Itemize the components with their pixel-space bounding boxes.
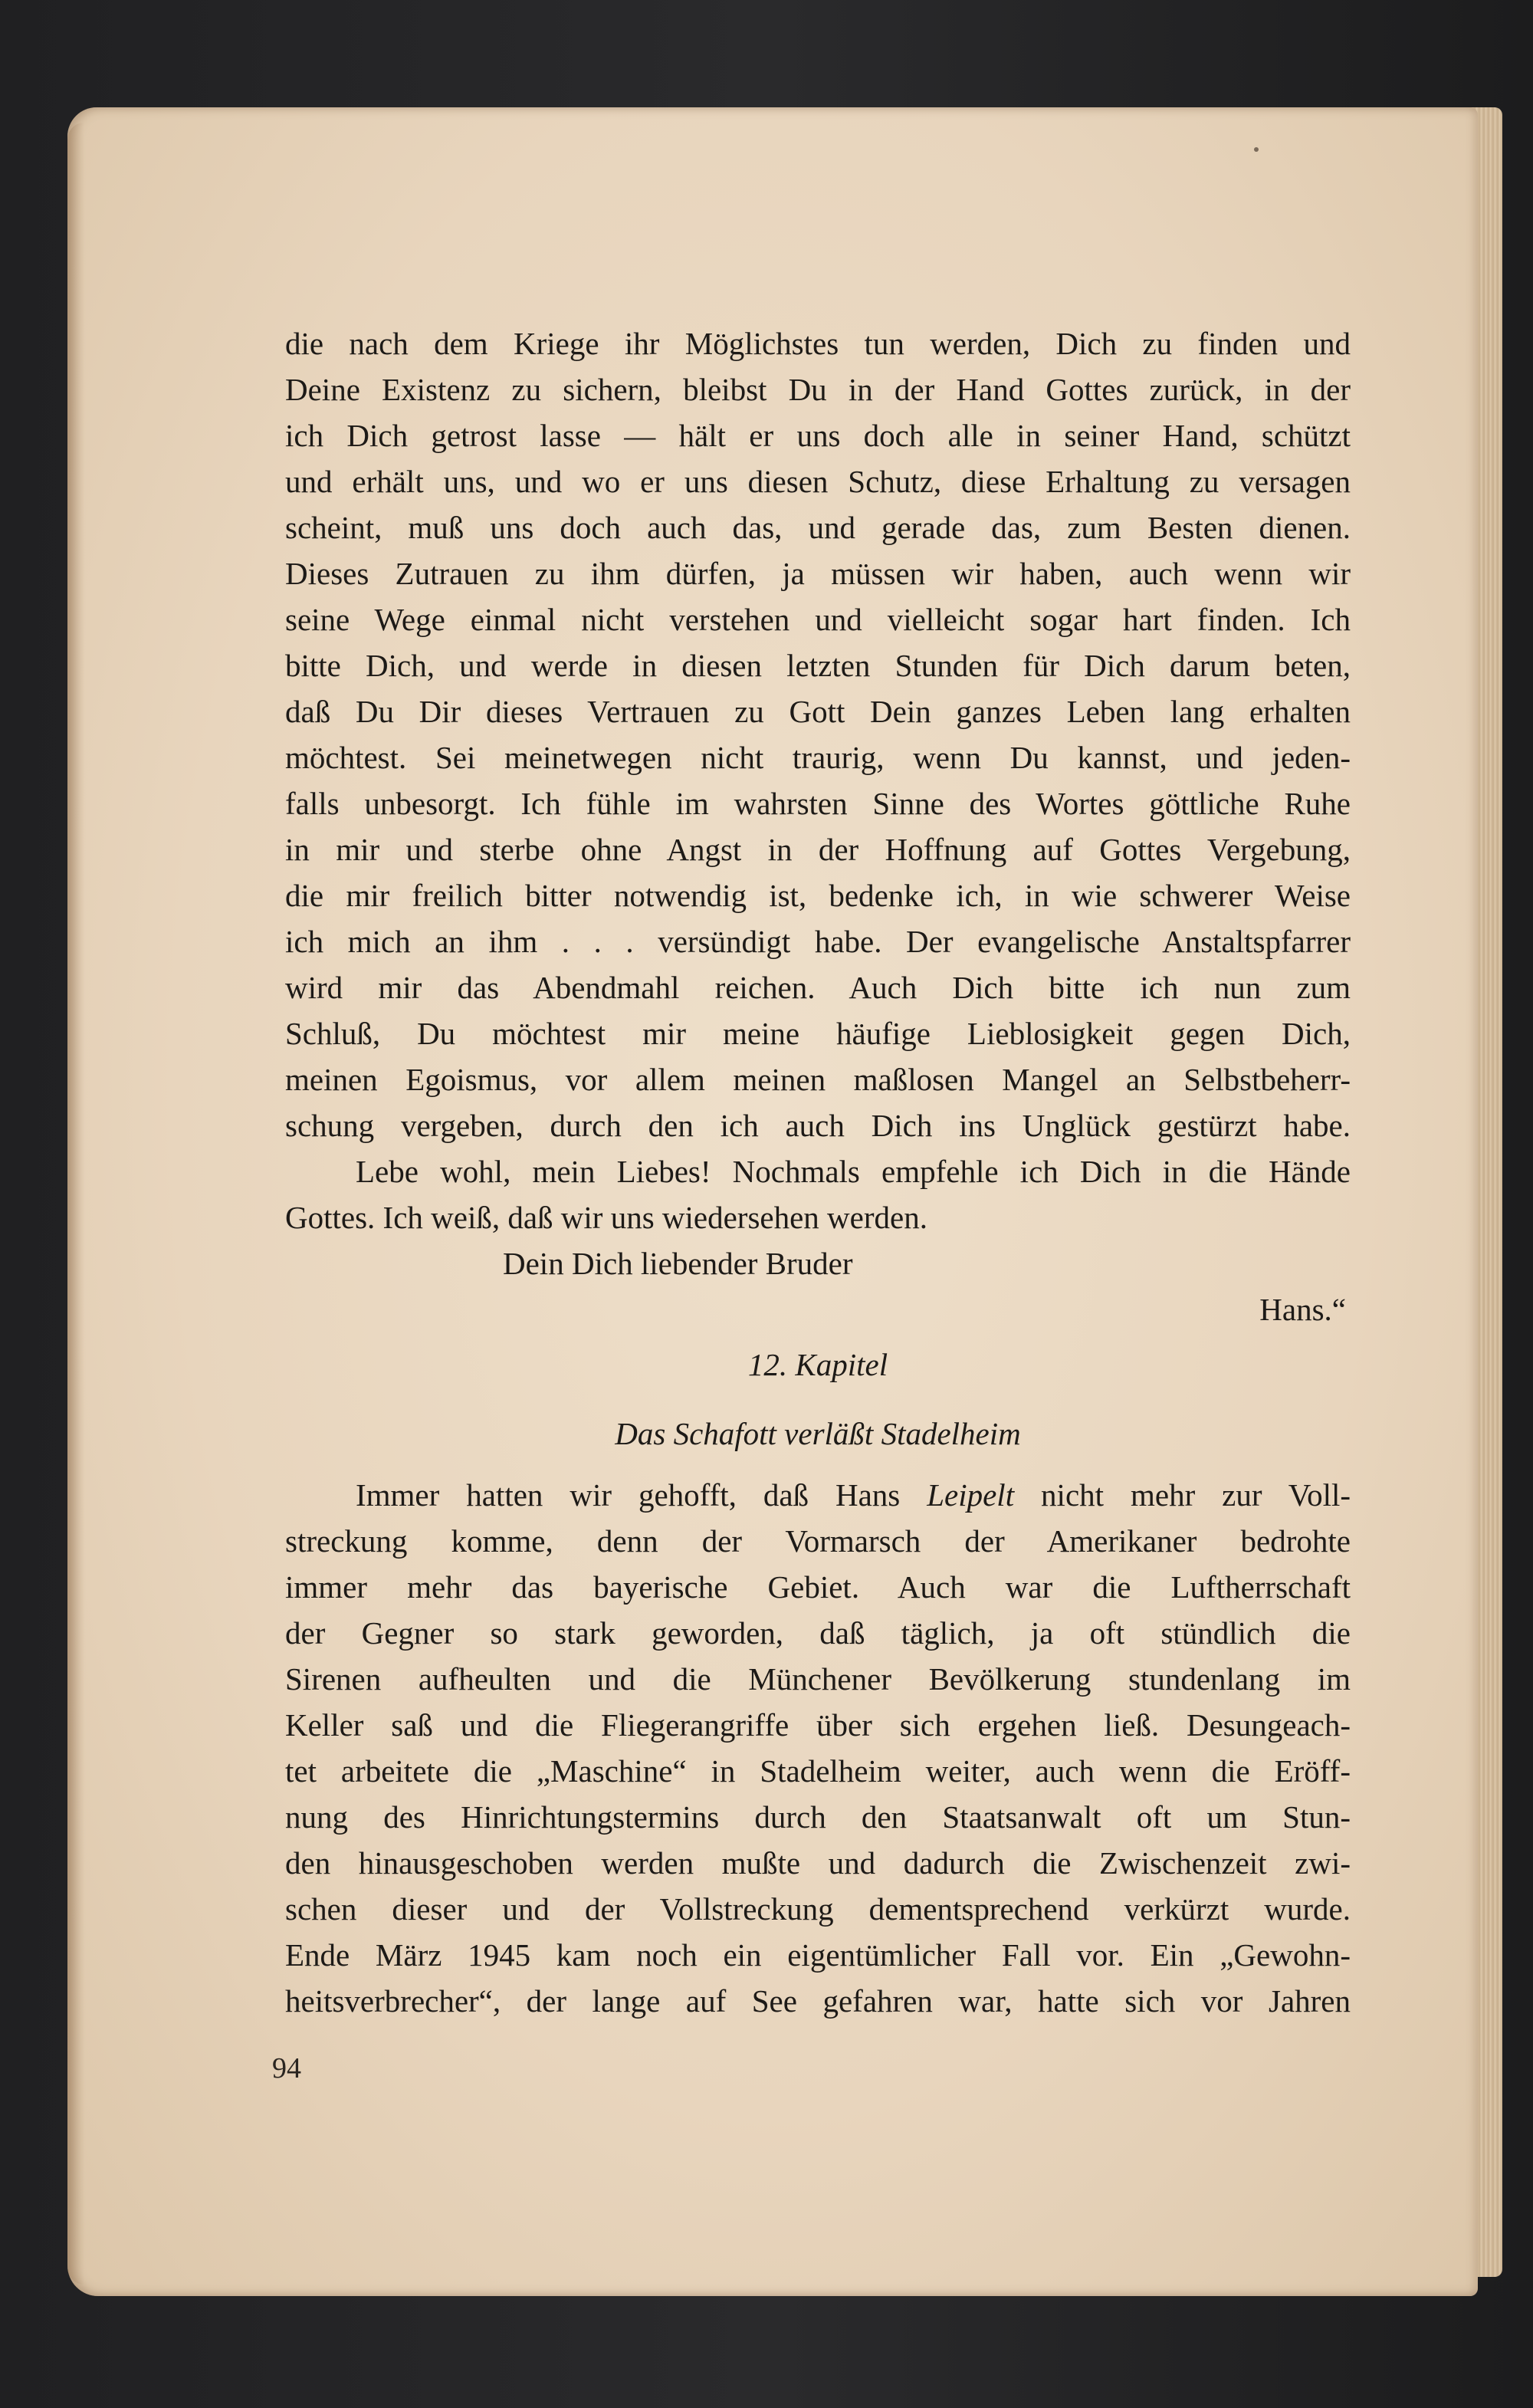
body-text [285,1472,1351,2024]
text-line: nung des Hinrichtungstermins durch den Staatsanwalt oft um Stun- [285,1799,1351,1835]
person-name: Leipelt [927,1477,1015,1513]
text-line: schung vergeben, durch den ich auch Dich ins Unglück gestürzt habe. [285,1108,1351,1143]
page-gutter-shadow [67,123,84,2285]
chapter-number: 12. Kapitel [747,1347,888,1382]
text-line: der Gegner so stark geworden, daß täglich, ja oft stündlich die [285,1615,1351,1651]
chapter-heading [285,1338,1351,1460]
page-number: 94 [272,2052,301,2084]
text-line: streckung komme, denn der Vormarsch der Amerikaner bedrohte [285,1523,1351,1559]
text-line [285,1472,1351,1518]
text-line: ich Dich getrost lasse — hält er uns doch alle in seiner Hand, schützt [285,418,1351,453]
text-line: seine Wege einmal nicht verstehen und vielleicht sogar hart finden. Ich [285,602,1351,637]
text-line: Deine Existenz zu sichern, bleibst Du in der Hand Gottes zurück, in der [285,372,1351,407]
text-line: die mir freilich bitter notwendig ist, bedenke ich, in wie schwerer Weise [285,878,1351,913]
body-text-end: nicht mehr zur Voll- [1014,1477,1351,1513]
text-line: Dieses Zutrauen zu ihm dürfen, ja müssen wir haben, auch wenn wir [285,556,1351,591]
text-line: den hinausgeschoben werden mußte und dadurch die Zwischenzeit zwi- [285,1845,1351,1881]
letter-signature: Hans.“ [1259,1292,1346,1327]
text-line: Schluß, Du möchtest mir meine häufige Lieblosigkeit gegen Dich, [285,1016,1351,1051]
text-line: Sirenen aufheulten und die Münchener Bevölkerung stundenlang im [285,1661,1351,1697]
body-text-start: Immer hatten wir gehofft, daß Hans [356,1477,927,1513]
text-line: scheint, muß uns doch auch das, und gerade das, zum Besten dienen. [285,510,1351,545]
text-line: bitte Dich, und werde in diesen letzten Stunden für Dich darum beten, [285,648,1351,683]
text-line: immer mehr das bayerische Gebiet. Auch war die Luftherrschaft [285,1569,1351,1605]
text-line: Ende März 1945 kam noch ein eigentümlicher Fall vor. Ein „Gewohn- [285,1937,1351,1973]
text-line: falls unbesorgt. Ich fühle im wahrsten Sinne des Wortes göttliche Ruhe [285,786,1351,821]
text-line: ich mich an ihm . . . versündigt habe. Der evangelische Anstaltspfarrer [285,924,1351,959]
text-line: möchtest. Sei meinetwegen nicht traurig, wenn Du kannst, und jeden- [285,740,1351,775]
text-line: heitsverbrecher“, der lange auf See gefahren war, hatte sich vor Jahren [285,1983,1351,2019]
chapter-title: Das Schafott verläßt Stadelheim [615,1416,1021,1451]
paper-fleck [1254,147,1259,152]
text-line: in mir und sterbe ohne Angst in der Hoffnung auf Gottes Vergebung, [285,832,1351,867]
letter-text [285,320,1351,1332]
text-line: schen dieser und der Vollstreckung dementsprechend verkürzt wurde. [285,1891,1351,1927]
text-line: Gottes. Ich weiß, daß wir uns wiedersehen werden. [285,1200,927,1235]
text-line: und erhält uns, und wo er uns diesen Schutz, diese Erhaltung zu versagen [285,464,1351,499]
text-line: daß Du Dir dieses Vertrauen zu Gott Dein ganzes Leben lang erhalten [285,694,1351,729]
text-line: Lebe wohl, mein Liebes! Nochmals empfehle ich Dich in die Hände [356,1154,1351,1189]
text-line: tet arbeitete die „Maschine“ in Stadelheim weiter, auch wenn die Eröff- [285,1753,1351,1789]
text-line: Keller saß und die Fliegerangriffe über sich ergehen ließ. Desungeach- [285,1707,1351,1743]
text-line: wird mir das Abendmahl reichen. Auch Dich bitte ich nun zum [285,970,1351,1005]
text-line: die nach dem Kriege ihr Möglichstes tun werden, Dich zu finden und [285,326,1351,361]
letter-closing: Dein Dich liebender Bruder [503,1246,853,1281]
text-line: meinen Egoismus, vor allem meinen maßlosen Mangel an Selbstbeherr- [285,1062,1351,1097]
